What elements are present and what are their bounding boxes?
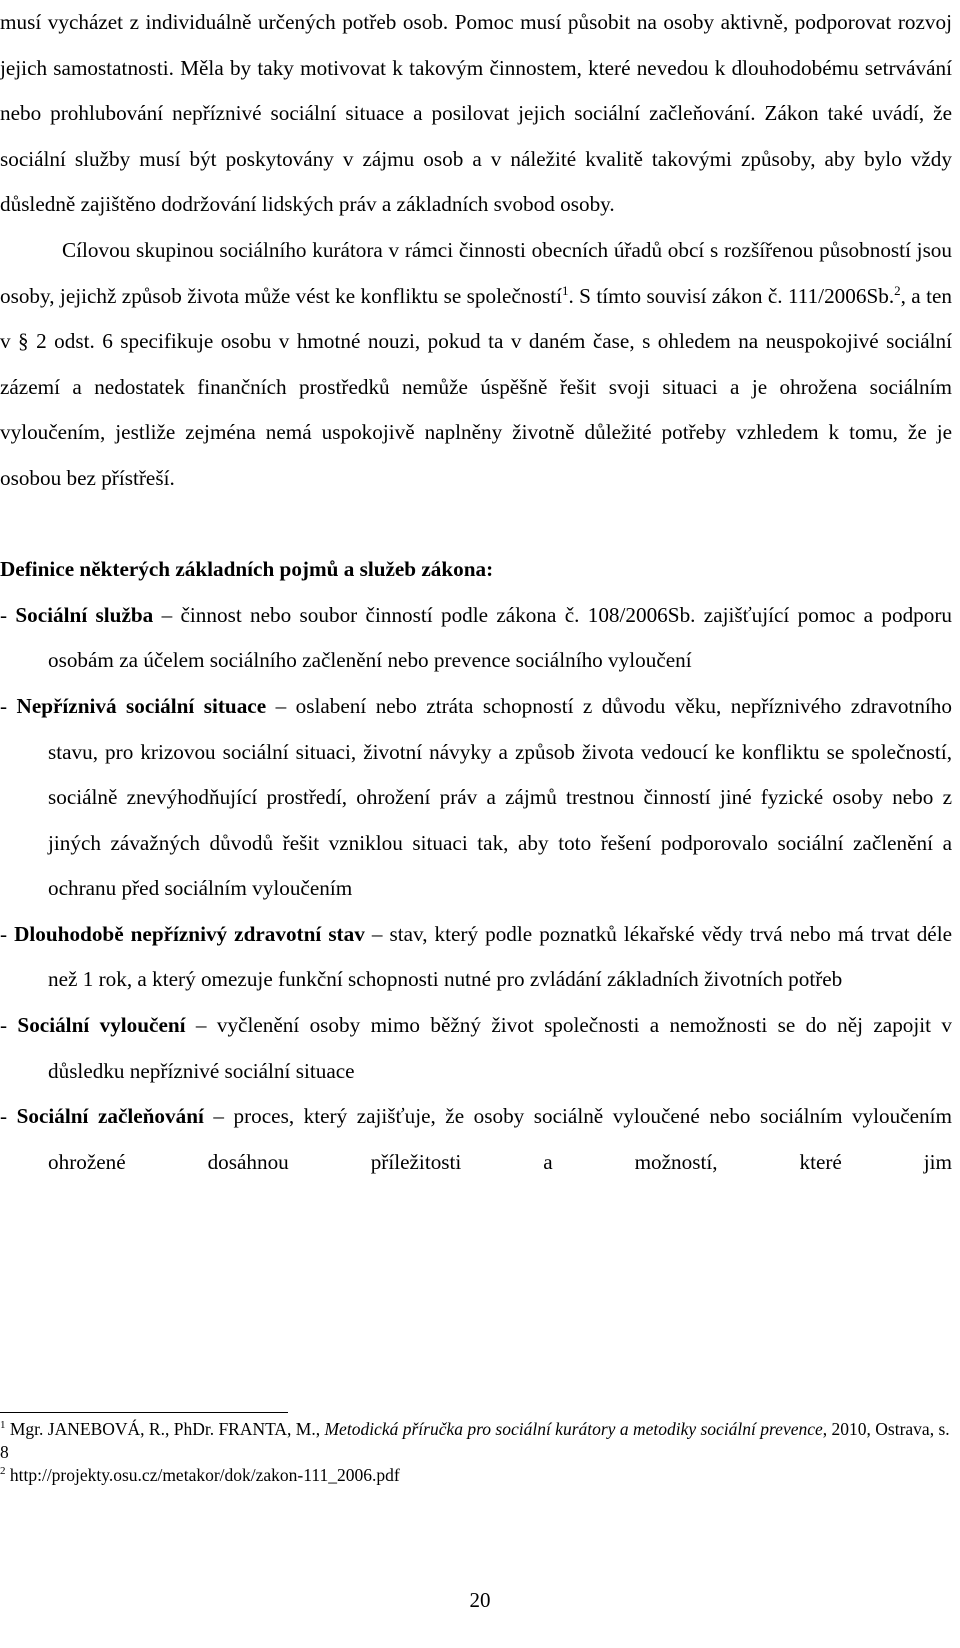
paragraph: musí vycházet z individuálně určených potřeb osob. Pomoc musí působit na osoby aktivně, podporovat rozvoj jejich samostatnosti. Měla by taky motivovat k takovým činnostem, které nevedou k dlouhodobému setrvávání nebo prohlubování nepříznivé sociální situace a posilovat jejich sociální začleňování. Zákon také uvádí, že sociální služby musí být poskytovány v zájmu osob a v náležité kvalitě takovými způsoby, aby bylo vždy důsledně zajištěno dodržování lidských práv a základních svobod osoby.	[0, 10, 952, 217]
footnote-number: 1	[0, 1419, 6, 1432]
footnote-separator	[0, 1412, 288, 1413]
definition-item	[0, 1003, 952, 1094]
definition-text: – oslabení nebo ztráta schopností z důvodu věku, nepříznivého zdravotního stavu, pro krizovou sociální situaci, životní návyky a způsob života vedoucí ke konfliktu se společností, sociálně znevýhodňující prostředí, ohrožení práv a zájmů trestnou činností jiné fyzické osoby nebo z jiných závažných důvodů řešit vzniklou situaci tak, aby toto řešení podporovalo sociální začlenění a ochranu před sociálním vyloučením	[48, 693, 952, 901]
definition-text: – stav, který podle poznatků lékařské vědy trvá nebo má trvat déle než 1 rok, a který omezuje funkční schopnosti nutné pro zvládání základních životních potřeb	[48, 921, 952, 992]
footnote-text: , 2010, Ostrava, s. 8	[0, 1419, 950, 1462]
list-dash: -	[0, 693, 17, 718]
definition-term: Sociální služba	[15, 602, 154, 627]
paragraph	[0, 228, 952, 502]
footnote-text: Mgr. JANEBOVÁ, R., PhDr. FRANTA, M.,	[5, 1419, 325, 1439]
definition-text: – vyčlenění osoby mimo běžný život společnosti a nemožnosti se do něj zapojit v důsledku nepříznivé sociální situace	[48, 1013, 953, 1083]
footnote	[0, 1418, 952, 1464]
footnote-ref[interactable]: 1	[561, 282, 569, 298]
footnote-link[interactable]: http://projekty.osu.cz/metakor/dok/zakon-111_2006.pdf	[5, 1465, 400, 1485]
footnote-ref[interactable]: 2	[894, 282, 901, 298]
definition-term: Sociální vyloučení	[17, 1013, 186, 1038]
list-dash: -	[0, 1013, 18, 1038]
definition-text: – proces, který zajišťuje, že osoby sociálně vyloučené nebo sociálním vyloučením ohrožené dosáhnou příležitosti a možností, které jim	[48, 1104, 952, 1174]
definition-term: Sociální začleňování	[16, 1104, 204, 1129]
list-dash: -	[0, 602, 16, 627]
footnotes	[0, 1418, 952, 1487]
paragraph-text: , a ten v § 2 odst. 6 specifikuje osobu v hmotné nouzi, pokud ta v daném čase, s ohledem na neuspokojivé sociální zázemí a nedostatek finančních prostředků nemůže úspěšně řešit svoji situaci a je ohrožena sociálním vyloučením, jestliže zejména nemá uspokojivě naplněny životně důležité potřeby vzhledem k tomu, že je osobou bez přístřeší.	[0, 283, 952, 490]
list-dash: -	[0, 1104, 17, 1129]
footnote	[0, 1464, 952, 1487]
definition-item	[0, 1094, 952, 1185]
list-dash: -	[0, 921, 15, 946]
definition-item	[0, 593, 952, 684]
definition-term: Nepříznivá sociální situace	[16, 693, 267, 718]
paragraph-text: . S tímto souvisí zákon č. 111/2006Sb.	[568, 283, 895, 308]
paragraph-text: Cílovou skupinou sociálního kurátora v rámci činnosti obecních úřadů obcí s rozšířenou působností jsou osoby, jejichž způsob života může vést ke konfliktu se společností	[0, 237, 952, 308]
definition-term: Dlouhodobě nepříznivý zdravotní stav	[14, 921, 365, 946]
definition-item	[0, 684, 952, 912]
footnote-number: 2	[0, 1465, 6, 1478]
definition-item	[0, 912, 952, 1003]
page-number: 20	[469, 1588, 491, 1612]
section-heading: Definice některých základních pojmů a služeb zákona:	[0, 557, 494, 582]
footnote-title: Metodická příručka pro sociální kurátory a metodiky sociální prevence	[324, 1419, 823, 1439]
definition-text: – činnost nebo soubor činností podle zákona č. 108/2006Sb. zajišťující pomoc a podporu osobám za účelem sociálního začlenění nebo prevence sociálního vyloučení	[48, 602, 952, 673]
